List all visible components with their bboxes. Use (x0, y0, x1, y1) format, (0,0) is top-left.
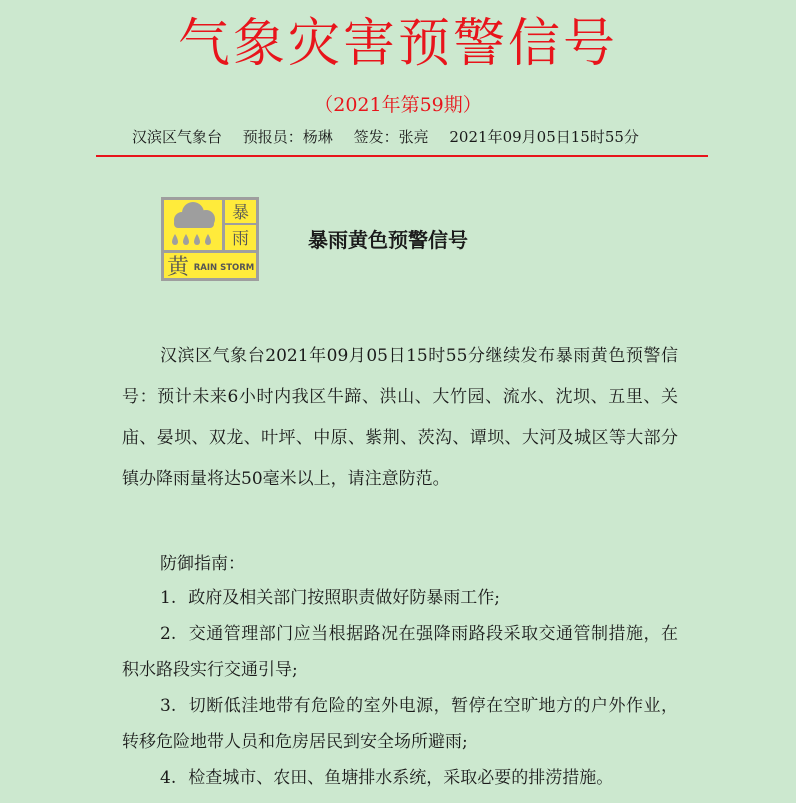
badge-char-mid: 雨 (232, 229, 249, 249)
document-title: 气象灾害预警信号 (177, 14, 618, 74)
guide-heading: 防御指南： (160, 554, 245, 574)
guide-item-number: 1. (160, 588, 177, 608)
guide-item-text: 政府及相关部门按照职责做好防暴雨工作; (188, 588, 500, 608)
warning-notice: 汉滨区气象台2021年09月05日15时55分继续发布暴雨黄色预警信号：预计未来6小时内我区牛蹄、洪山、大竹园、流水、沈坝、五里、关庙、晏坝、双龙、叶坪、中原、紫荆、茨沟、谭坝、大河及城区等大部分镇办降雨量将达50毫米以上，请注意防范。 (122, 346, 678, 489)
badge-english-label: RAIN STORM (193, 263, 255, 273)
issuer-line (132, 126, 655, 148)
guide-item (122, 580, 678, 616)
guide-item (122, 760, 678, 796)
guide-item (122, 688, 678, 760)
guide-item-text: 检查城市、农田、鱼塘排水系统，采取必要的排涝措施。 (188, 768, 614, 788)
header-divider (96, 155, 708, 157)
agency-name: 汉滨区气象台 (132, 128, 223, 146)
guide-item-text: 交通管理部门应当根据路况在强降雨路段采取交通管制措施，在积水路段实行交通引导; (122, 624, 678, 680)
signer-name: 签发：张亮 (353, 128, 429, 146)
guide-item-text: 切断低洼地带有危险的室外电源，暂停在空旷地方的户外作业，转移危险地带人员和危房居民到安全场所避雨; (122, 696, 678, 752)
issue-number: （2021年第59期） (314, 94, 482, 116)
guide-item-number: 3. (160, 696, 177, 716)
issue-datetime: 2021年09月05日15时55分 (449, 128, 639, 146)
guide-list (122, 580, 678, 796)
rainstorm-yellow-badge (160, 196, 260, 282)
guide-item-number: 2. (160, 624, 177, 644)
forecaster-name: 预报员：杨琳 (242, 128, 333, 146)
guide-item-number: 4. (160, 768, 177, 788)
signal-title: 暴雨黄色预警信号 (308, 228, 468, 252)
badge-char-top: 暴 (232, 203, 249, 223)
guide-item (122, 616, 678, 688)
badge-level-char: 黄 (166, 255, 190, 280)
